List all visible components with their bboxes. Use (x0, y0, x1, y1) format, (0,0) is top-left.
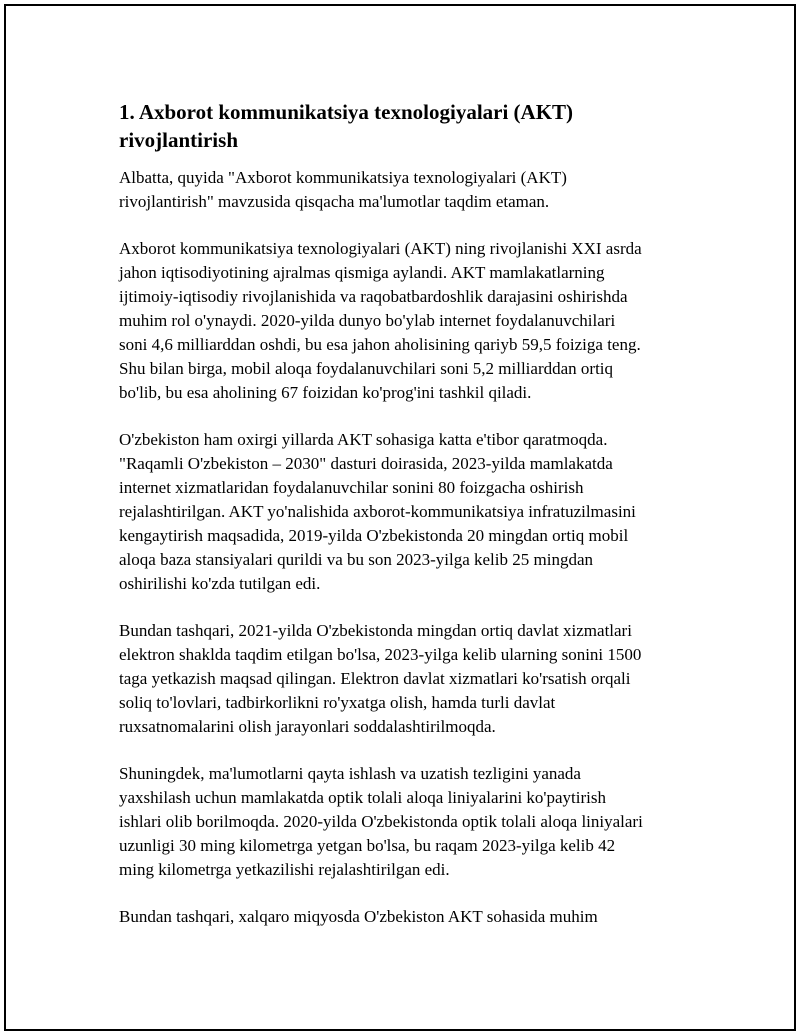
text-line: yaxshilash uchun mamlakatda optik tolali aloqa liniyalarini ko'paytirish (119, 788, 606, 807)
text-line: Bundan tashqari, xalqaro miqyosda O'zbekiston AKT sohasida muhim (119, 907, 598, 926)
text-line: internet xizmatlaridan foydalanuvchilar sonini 80 foizgacha oshirish (119, 478, 584, 497)
text-line: rivojlantirish" mavzusida qisqacha ma'lumotlar taqdim etaman. (119, 192, 550, 211)
text-line: aloqa baza stansiyalari qurildi va bu son 2023-yilga kelib 25 mingdan (119, 550, 593, 569)
title-line: rivojlantirish (119, 128, 238, 152)
text-line: O'zbekiston ham oxirgi yillarda AKT sohasiga katta e'tibor qaratmoqda. (119, 430, 608, 449)
text-line: ming kilometrga yetkazilishi rejalashtirilgan edi. (119, 860, 450, 879)
text-line: taga yetkazish maqsad qilingan. Elektron davlat xizmatlari ko'rsatish orqali (119, 669, 631, 688)
text-line: Albatta, quyida "Axborot kommunikatsiya texnologiyalari (AKT) (119, 168, 567, 187)
paragraph-intro (119, 166, 699, 214)
text-line: ijtimoiy-iqtisodiy rivojlanishida va raqobatbardoshlik darajasini oshirishda (119, 287, 628, 306)
text-line: Bundan tashqari, 2021-yilda O'zbekistonda mingdan ortiq davlat xizmatlari (119, 621, 632, 640)
document-content (119, 98, 699, 952)
paragraph-e-services (119, 619, 699, 739)
text-line: bo'lib, bu esa aholining 67 foizidan ko'prog'ini tashkil qiladi. (119, 383, 532, 402)
paragraph-global-ict (119, 237, 699, 405)
document-page (4, 4, 796, 1031)
text-line: soni 4,6 milliarddan oshdi, bu esa jahon aholisining qariyb 59,5 foiziga teng. (119, 335, 641, 354)
paragraph-international (119, 905, 699, 929)
text-line: elektron shakldа taqdim etilgan bo'lsa, 2023-yilga kelib ularning sonini 1500 (119, 645, 642, 664)
text-line: ruxsatnomalarini olish jarayonlari soddalashtirilmoqda. (119, 717, 496, 736)
text-line: rejalashtirilgan. AKT yo'nalishida axborot-kommunikatsiya infratuzilmasini (119, 502, 636, 521)
title-line: 1. Axborot kommunikatsiya texnologiyalari (AKT) (119, 100, 574, 124)
paragraph-uzbekistan-ict (119, 428, 699, 596)
text-line: jahon iqtisodiyotining ajralmas qismiga aylandi. AKT mamlakatlarning (119, 263, 605, 282)
text-line: muhim rol o'ynaydi. 2020-yilda dunyo bo'ylab internet foydalanuvchilari (119, 311, 616, 330)
text-line: ishlari olib borilmoqda. 2020-yilda O'zbekistonda optik tolali aloqa liniyalari (119, 812, 643, 831)
text-line: Shuningdek, ma'lumotlarni qayta ishlash va uzatish tezligini yanada (119, 764, 581, 783)
document-title (119, 98, 699, 154)
paragraph-fiber-optics (119, 762, 699, 882)
text-line: "Raqamli O'zbekiston – 2030" dasturi doirasida, 2023-yilda mamlakatda (119, 454, 613, 473)
text-line: uzunligi 30 ming kilometrga yetgan bo'lsa, bu raqam 2023-yilga kelib 42 (119, 836, 616, 855)
text-line: oshirilishi ko'zda tutilgan edi. (119, 574, 321, 593)
text-line: soliq to'lovlari, tadbirkorlikni ro'yxatga olish, hamda turli davlat (119, 693, 556, 712)
text-line: kengaytirish maqsadida, 2019-yilda O'zbekistonda 20 mingdan ortiq mobil (119, 526, 629, 545)
text-line: Axborot kommunikatsiya texnologiyalari (AKT) ning rivojlanishi XXI asrda (119, 239, 642, 258)
text-line: Shu bilan birga, mobil aloqa foydalanuvchilari soni 5,2 milliarddan ortiq (119, 359, 614, 378)
